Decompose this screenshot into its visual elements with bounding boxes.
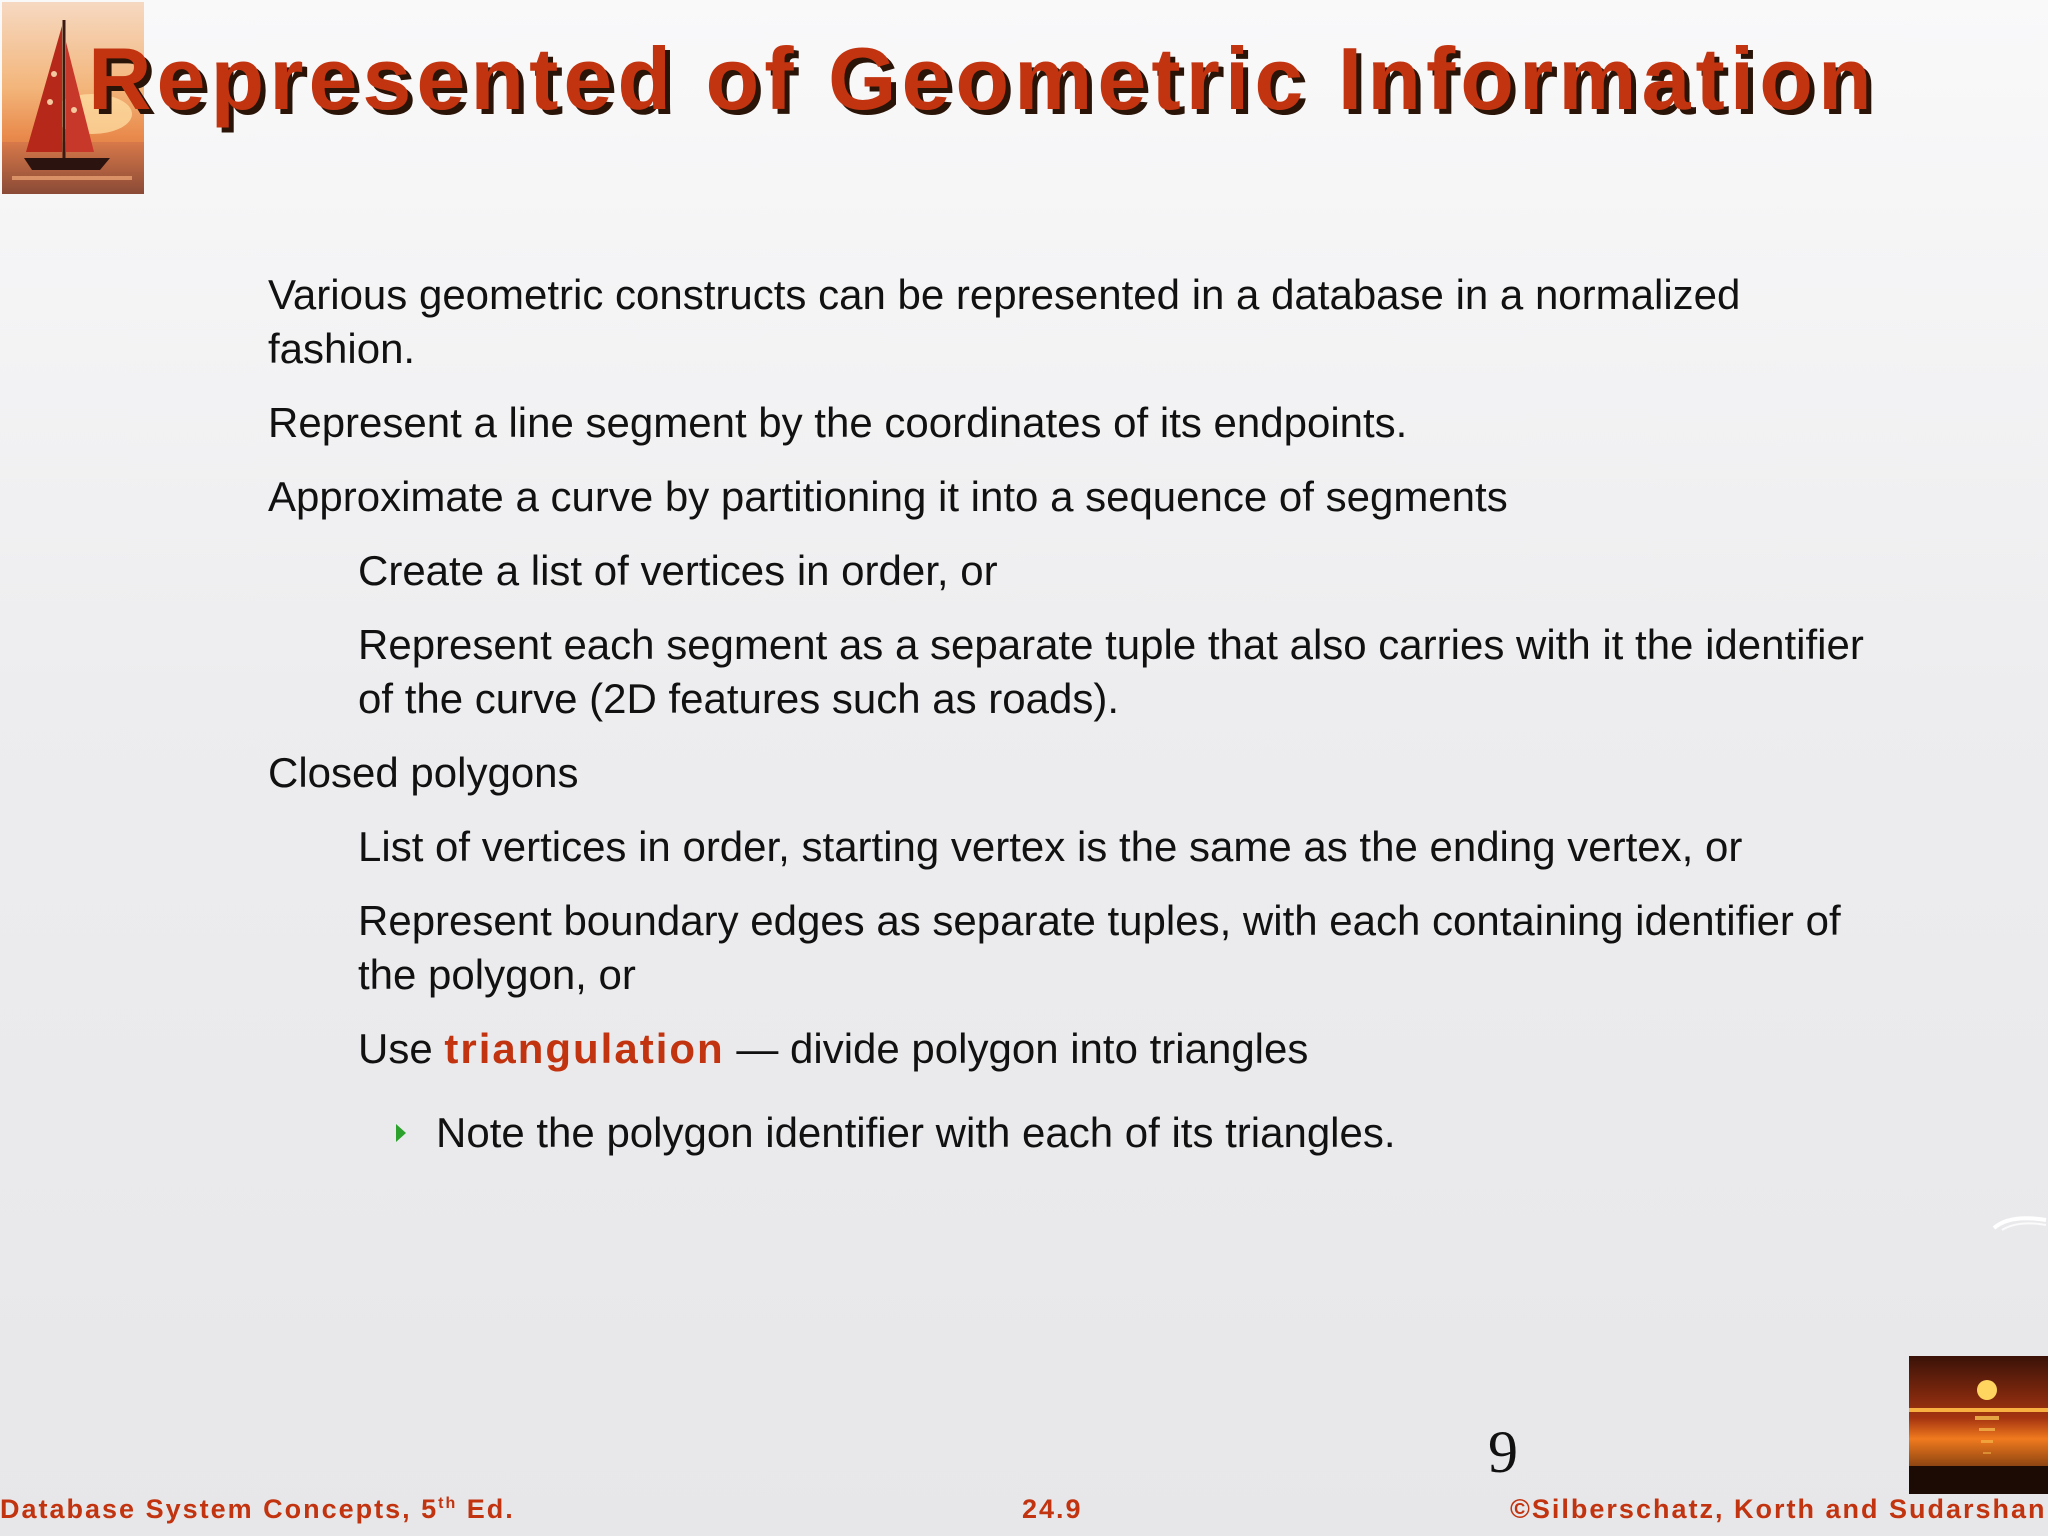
sub-bullet-item: Create a list of vertices in order, or <box>358 547 998 594</box>
slide-body <box>268 268 1888 1180</box>
footer-slide-number: 24.9 <box>1022 1494 1083 1524</box>
sub-bullet-item: List of vertices in order, starting vertex is the same as the ending vertex, or <box>358 823 1743 870</box>
slide-title: Represented of Geometric Information <box>88 29 1877 128</box>
footer-book-title-end: Ed. <box>457 1494 515 1524</box>
bullet-item: Approximate a curve by partitioning it into a sequence of segments <box>268 473 1508 520</box>
emphasis-term: triangulation <box>444 1025 725 1072</box>
sub-bullet-item: Represent boundary edges as separate tuples, with each containing identifier of the polygon, or <box>358 897 1841 998</box>
bullet-suffix: — divide polygon into triangles <box>724 1025 1309 1072</box>
arrow-bullet-icon <box>396 1124 406 1142</box>
sunset-photo-icon <box>1909 1356 2048 1494</box>
footer-book-title-main: Database System Concepts, 5 <box>0 1494 439 1524</box>
sub-sub-bullet-text: Note the polygon identifier with each of its triangles. <box>436 1109 1396 1156</box>
bullet-item: Various geometric constructs can be represented in a database in a normalized fashion. <box>268 271 1741 372</box>
sub-bullet-item: Represent each segment as a separate tuple that also carries with it the identifier of the curve (2D features such as roads). <box>358 621 1864 722</box>
sub-bullet-item-triangulation <box>268 1022 1888 1076</box>
footer-copyright: ©Silberschatz, Korth and Sudarshan <box>1510 1494 2047 1524</box>
bullet-item: Represent a line segment by the coordinates of its endpoints. <box>268 399 1408 446</box>
bullet-item: Closed polygons <box>268 749 579 796</box>
sub-sub-bullet-item <box>268 1106 1888 1160</box>
footer-book-edition-sup: th <box>438 1495 458 1512</box>
footer-book-title <box>0 1494 515 1525</box>
page-number: 9 <box>1488 1419 1518 1485</box>
wave-decoration-icon <box>1992 1212 2048 1232</box>
bullet-prefix: Use <box>358 1025 445 1072</box>
